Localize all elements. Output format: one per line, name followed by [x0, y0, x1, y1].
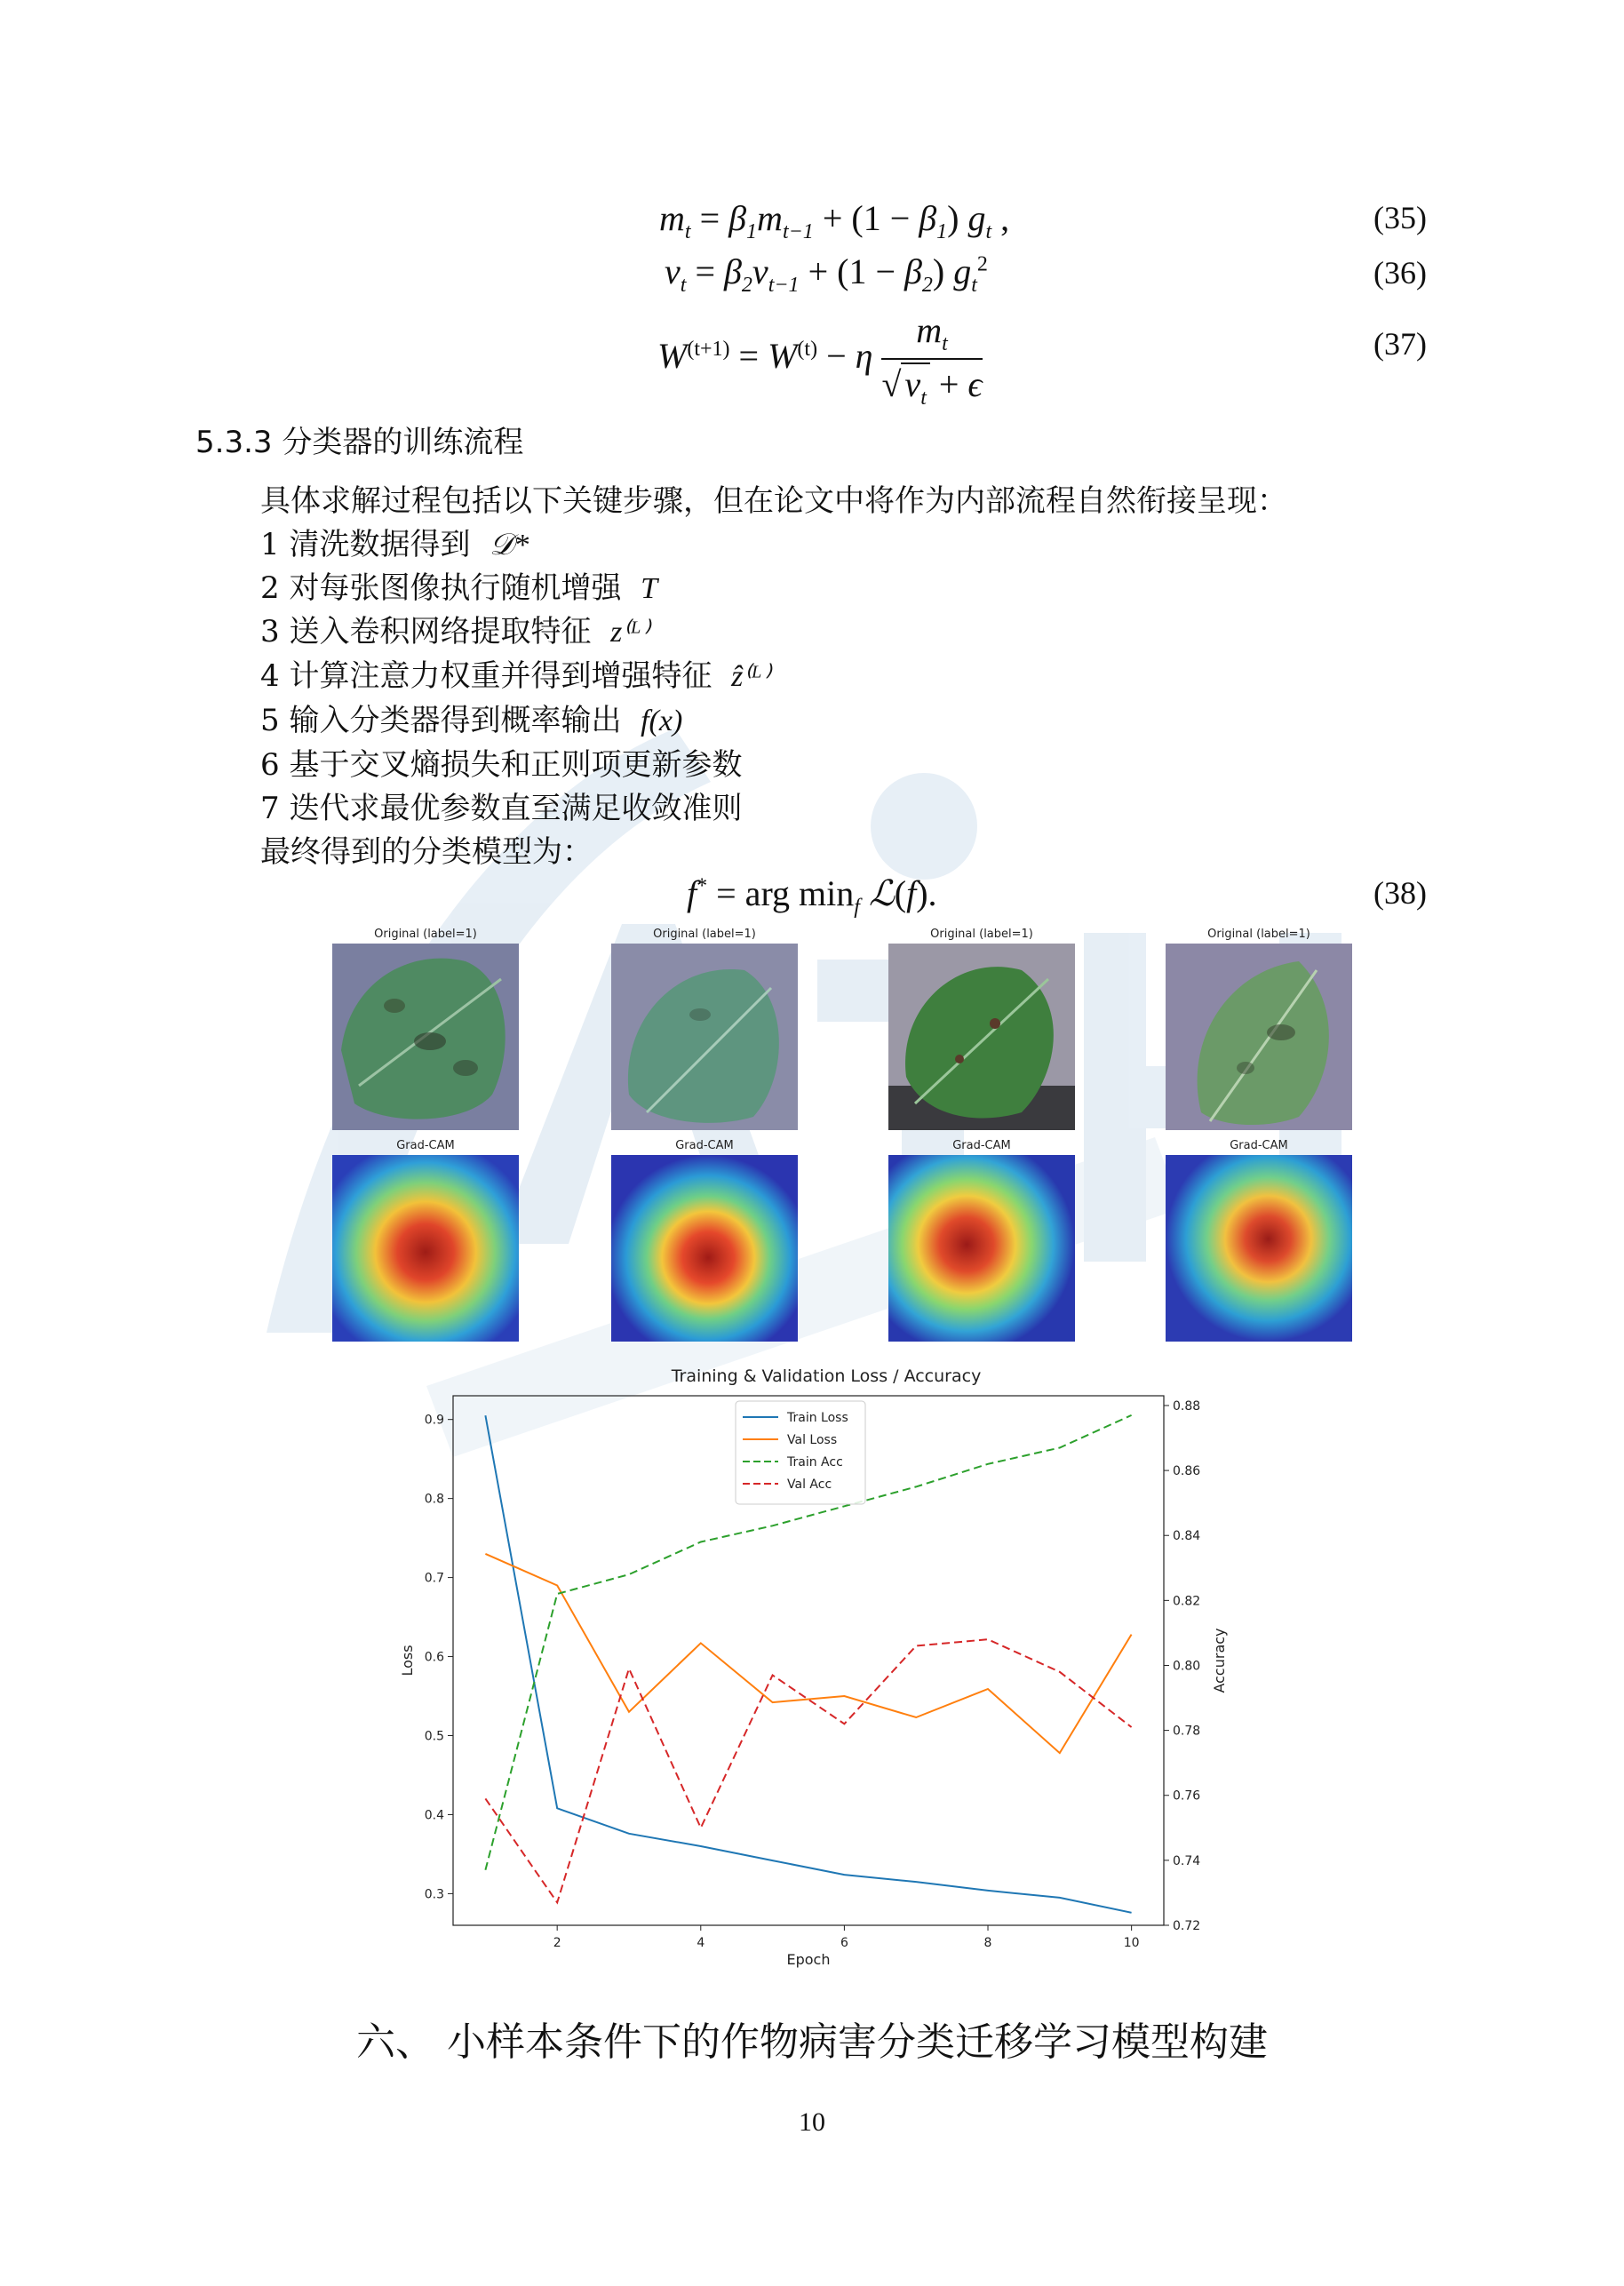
intro-paragraph: 具体求解过程包括以下关键步骤，但在论文中将作为内部流程自然衔接呈现：: [260, 483, 1287, 519]
y2-tick-label: 0.86: [1173, 1464, 1201, 1479]
y2-tick-label: 0.84: [1173, 1529, 1201, 1544]
y2-tick-label: 0.72: [1173, 1919, 1201, 1933]
step-6: [260, 740, 742, 784]
gradcam-title: Grad-CAM: [396, 1139, 455, 1152]
legend-label: Train Loss: [787, 1411, 848, 1425]
gradcam-heatmap: [888, 1155, 1075, 1342]
step-text: 1 清洗数据得到: [260, 527, 471, 562]
y2-tick-label: 0.78: [1173, 1724, 1201, 1739]
gradcam-heatmap: [332, 1155, 519, 1342]
y2-axis-label: Accuracy: [1211, 1628, 1228, 1693]
y-tick-label: 0.5: [424, 1729, 444, 1744]
leaf-image: [611, 944, 798, 1130]
step-text: 2 对每张图像执行随机增强: [260, 570, 622, 606]
equation-35: $m_t = \beta_1m_{t-1} + (1 - \beta_1)$ $g_t$ ,: [659, 198, 1010, 243]
leaf-image: [888, 944, 1075, 1130]
y-axis-label: Loss: [399, 1645, 416, 1677]
leaf-image: [332, 944, 519, 1130]
step-3: [260, 607, 649, 650]
equation-38: f* = arg $\min_f$ ℒ(f).: [687, 873, 937, 919]
legend-label: Val Loss: [787, 1433, 838, 1447]
equation-number-35: (35): [1373, 200, 1427, 235]
step-7: [260, 784, 742, 827]
series-line-val-loss: [485, 1554, 1131, 1753]
series-line-val-acc: [485, 1639, 1131, 1902]
y2-tick-label: 0.88: [1173, 1398, 1201, 1414]
page-number: 10: [799, 2107, 825, 2137]
legend-label: Val Acc: [787, 1478, 832, 1492]
equation-number-36: (36): [1373, 255, 1427, 291]
original-title: Original (label=1): [653, 928, 756, 941]
y2-tick-label: 0.74: [1173, 1853, 1201, 1868]
original-title: Original (label=1): [930, 928, 1033, 941]
y2-tick-label: 0.82: [1173, 1594, 1201, 1609]
original-title: Original (label=1): [374, 928, 477, 941]
equation-number-38: (38): [1373, 875, 1427, 911]
step-text: 5 输入分类器得到概率输出: [260, 703, 622, 738]
step-5: [260, 696, 682, 739]
step-text: 3 送入卷积网络提取特征: [260, 614, 592, 649]
equation-36: $v_t = \beta_2v_{t-1} + (1 - \beta_2)$ $g_t^2$: [665, 251, 988, 297]
y2-tick-label: 0.80: [1173, 1659, 1201, 1674]
step-2: [260, 563, 657, 607]
step-text: 7 迭代求最优参数直至满足收敛准则: [260, 791, 743, 826]
left-y-axis: [425, 1414, 453, 1902]
step-text: 6 基于交叉熵损失和正则项更新参数: [260, 747, 743, 783]
training-chart: [391, 1364, 1244, 1977]
x-axis: [553, 1925, 1140, 1950]
leaf-image: [1166, 944, 1352, 1130]
chapter-heading: 六、 小样本条件下的作物病害分类迁移学习模型构建: [356, 2019, 1268, 2065]
final-line: 最终得到的分类模型为：: [260, 834, 593, 870]
chart-title: Training & Validation Loss / Accuracy: [671, 1366, 982, 1386]
y-tick-label: 0.8: [424, 1492, 444, 1507]
gradcam-heatmap: [1166, 1155, 1352, 1342]
step-math: z⁽ᴸ⁾: [610, 616, 649, 649]
chart-legend: [736, 1401, 865, 1504]
y2-tick-label: 0.76: [1173, 1788, 1201, 1804]
right-y-axis: [1164, 1399, 1200, 1933]
x-tick-label: 6: [840, 1936, 848, 1950]
x-tick-label: 4: [697, 1936, 705, 1950]
step-math: ẑ⁽ᴸ⁾: [731, 660, 770, 693]
step-math: f(x): [641, 705, 683, 737]
y-tick-label: 0.7: [424, 1571, 444, 1586]
y-tick-label: 0.9: [424, 1413, 444, 1428]
gradcam-title: Grad-CAM: [675, 1139, 734, 1152]
section-heading: 5.3.3 分类器的训练流程: [195, 425, 524, 460]
y-tick-label: 0.4: [424, 1808, 444, 1823]
original-title: Original (label=1): [1207, 928, 1310, 941]
gradcam-heatmap: [611, 1155, 798, 1342]
x-tick-label: 8: [983, 1936, 992, 1950]
gradcam-title: Grad-CAM: [1230, 1139, 1288, 1152]
y-tick-label: 0.6: [424, 1650, 444, 1665]
x-tick-label: 2: [553, 1936, 561, 1950]
step-math: T: [641, 572, 657, 605]
step-1: [260, 520, 529, 563]
x-tick-label: 10: [1123, 1936, 1140, 1950]
legend-label: Train Acc: [787, 1455, 843, 1470]
step-math: 𝒟*: [490, 529, 529, 562]
step-4: [260, 651, 770, 695]
x-axis-label: Epoch: [786, 1951, 831, 1968]
equation-number-37: (37): [1373, 326, 1427, 362]
y-tick-label: 0.3: [424, 1887, 444, 1902]
gradcam-title: Grad-CAM: [952, 1139, 1011, 1152]
equation-37: $W^{(t+1)} = W^{(t)} - \eta$ $\frac{m_t}{√ v_t + \epsilon}$: [657, 310, 983, 410]
step-text: 4 计算注意力权重并得到增强特征: [260, 658, 712, 694]
